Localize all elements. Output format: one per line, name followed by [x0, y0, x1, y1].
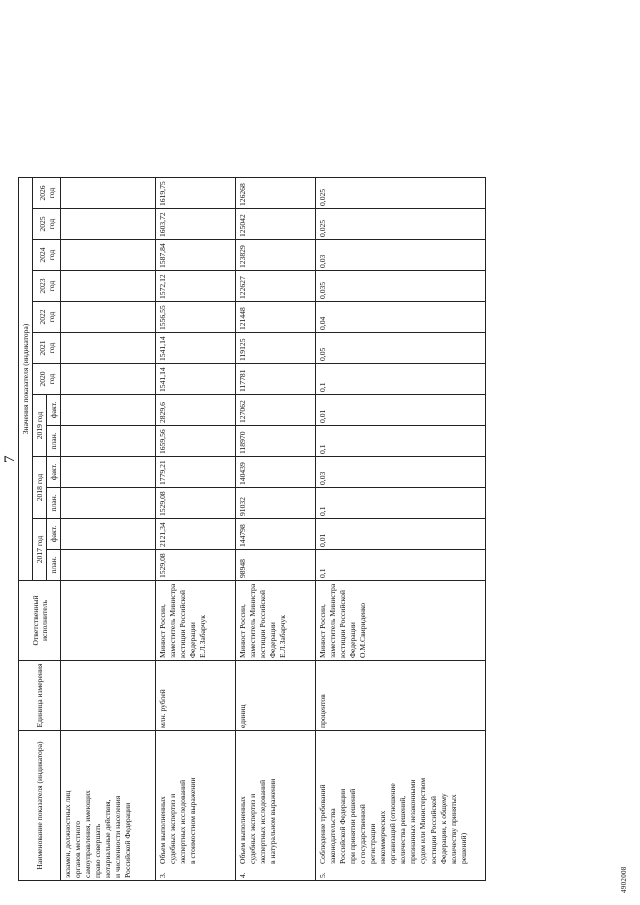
value-cell: 0,05 [316, 333, 486, 364]
header-year-2019: 2019 год [33, 395, 47, 457]
value-cell: 126268 [236, 178, 316, 209]
table-body [61, 178, 486, 881]
indicator-name-line: количеству принятых [448, 794, 458, 864]
value-cell [61, 271, 156, 302]
value-cell: 1556,55 [156, 302, 236, 333]
unit-cell [61, 661, 156, 731]
indicator-name-line: судом или Министерством [418, 777, 428, 864]
value-cell: 0,1 [316, 550, 486, 581]
indicator-name-line: решений) [458, 832, 468, 864]
responsible-line: заместитель Министра [248, 583, 258, 658]
value-cell: 123829 [236, 240, 316, 271]
header-name: Наименование показателя (индикатора) [19, 731, 61, 881]
indicator-name-line: Федерации, к общему [438, 793, 448, 864]
indicator-name-line: признанных незаконными [408, 779, 418, 864]
unit-cell: млн. рублей [156, 661, 236, 731]
row-index: 4. [238, 872, 248, 878]
value-cell: 91032 [236, 488, 316, 519]
responsible-line: юстиции Российской [178, 590, 188, 658]
value-cell [61, 550, 156, 581]
value-cell: 0,1 [316, 426, 486, 457]
indicator-name-cell [236, 731, 316, 881]
header-year-2026: 2026 год [33, 178, 61, 209]
responsible-line: Минюст России, [318, 604, 328, 658]
value-cell: 127062 [236, 395, 316, 426]
indicator-name-line: экзамен, должностных лиц [63, 790, 73, 878]
header-year-2020: 2020 год [33, 364, 61, 395]
value-cell: 1619,75 [156, 178, 236, 209]
value-cell [61, 178, 156, 209]
value-cell: 1779,21 [156, 457, 236, 488]
header-year-2018: 2018 год [33, 457, 47, 519]
value-cell [61, 519, 156, 550]
row-index: 5. [318, 872, 328, 878]
indicator-name-line: количества решений, [398, 795, 408, 864]
header-responsible: Ответственный исполнитель [19, 581, 61, 661]
responsible-line: Федерации [268, 622, 278, 658]
header-fact-2018: факт. [47, 457, 61, 488]
indicator-name-cell [156, 731, 236, 881]
indicator-name-line: экспертных исследований [258, 779, 268, 864]
header-fact-2017: факт. [47, 519, 61, 550]
header-plan-2018: план. [47, 488, 61, 519]
header-year-2025: 2025 год [33, 209, 61, 240]
value-cell: 144798 [236, 519, 316, 550]
value-cell: 0,03 [316, 240, 486, 271]
value-cell [61, 426, 156, 457]
value-cell [61, 457, 156, 488]
value-cell: 98948 [236, 550, 316, 581]
page-number: 7 [2, 455, 18, 463]
value-cell: 1529,08 [156, 550, 236, 581]
responsible-line: Е.Л.Забарчук [278, 615, 288, 658]
indicator-name-line: судебных экспертиз и [248, 793, 258, 864]
value-cell: 0,01 [316, 519, 486, 550]
indicator-name-line: право совершать [93, 823, 103, 878]
value-cell: 2121,34 [156, 519, 236, 550]
value-cell: 1603,72 [156, 209, 236, 240]
value-cell: 0,025 [316, 209, 486, 240]
indicator-name-line: законодательства [328, 808, 338, 864]
header-year-2021: 2021 год [33, 333, 61, 364]
indicator-name-line: Российской Федерации [338, 788, 348, 864]
header-year-2017: 2017 год [33, 519, 47, 581]
value-cell: 0,03 [316, 457, 486, 488]
indicator-name-line: органов местного [73, 820, 83, 878]
value-cell: 117781 [236, 364, 316, 395]
responsible-cell [156, 581, 236, 661]
value-cell [61, 240, 156, 271]
indicator-name-line: регистрации [368, 823, 378, 864]
value-cell: 0,01 [316, 395, 486, 426]
responsible-line: Минюст России, [158, 604, 168, 658]
header-plan-2017: план. [47, 550, 61, 581]
table-row [156, 178, 236, 881]
indicator-name-line: и численности населения [113, 795, 123, 878]
header-year-2023: 2023 год [33, 271, 61, 302]
value-cell: 0,04 [316, 302, 486, 333]
value-cell: 119125 [236, 333, 316, 364]
indicator-name-line: в стоимостном выражении [188, 777, 198, 864]
unit-cell: процентов [316, 661, 486, 731]
indicator-name-line: Объем выполненных [158, 796, 168, 864]
value-cell: 1659,56 [156, 426, 236, 457]
responsible-line: Минюст России, [238, 604, 248, 658]
header-year-2024: 2024 год [33, 240, 61, 271]
responsible-cell [236, 581, 316, 661]
indicator-name-line: Объем выполненных [238, 796, 248, 864]
value-cell [61, 488, 156, 519]
indicator-name-line: в натуральном выражении [268, 778, 278, 864]
unit-cell: единиц [236, 661, 316, 731]
value-cell: 1541,14 [156, 364, 236, 395]
responsible-line: заместитель Министра [168, 583, 178, 658]
value-cell: 121448 [236, 302, 316, 333]
header-values-group: Значения показателя (индикатора) [19, 178, 33, 581]
value-cell: 1541,14 [156, 333, 236, 364]
indicator-name-line: судебных экспертиз и [168, 793, 178, 864]
value-cell: 1587,84 [156, 240, 236, 271]
header-plan-2019: план. [47, 426, 61, 457]
indicator-name-cell [61, 731, 156, 881]
value-cell: 122627 [236, 271, 316, 302]
value-cell: 0,1 [316, 488, 486, 519]
indicator-name-line: о государственной [358, 804, 368, 864]
value-cell [61, 364, 156, 395]
responsible-line: Федерации [348, 622, 358, 658]
table-row [61, 178, 156, 881]
document-id: 4902008 [620, 866, 628, 893]
indicators-table [18, 177, 486, 881]
value-cell: 0,035 [316, 271, 486, 302]
indicator-name-line: юстиции Российской [428, 796, 438, 864]
indicator-name-line: некоммерческих [378, 810, 388, 864]
indicator-name-line: при принятии решений [348, 788, 358, 864]
value-cell: 2829,6 [156, 395, 236, 426]
responsible-cell [316, 581, 486, 661]
responsible-line: заместитель Министра [328, 583, 338, 658]
header-unit: Единица измерения [19, 661, 61, 731]
responsible-line: юстиции Российской [338, 590, 348, 658]
header-fact-2019: факт. [47, 395, 61, 426]
indicator-name-cell [316, 731, 486, 881]
value-cell: 140439 [236, 457, 316, 488]
value-cell [61, 209, 156, 240]
table-row [236, 178, 316, 881]
header-year-2022: 2022 год [33, 302, 61, 333]
value-cell: 0,025 [316, 178, 486, 209]
row-index: 3. [158, 872, 168, 878]
value-cell: 0,1 [316, 364, 486, 395]
value-cell [61, 302, 156, 333]
indicator-name-line: организаций (отношение [388, 783, 398, 864]
responsible-cell [61, 581, 156, 661]
indicator-name-line: нотариальные действия, [103, 799, 113, 878]
indicator-name-line: Соблюдение требований [318, 784, 328, 864]
value-cell [61, 333, 156, 364]
table-row [316, 178, 486, 881]
value-cell: 125042 [236, 209, 316, 240]
responsible-line: юстиции Российской [258, 590, 268, 658]
indicator-name-line: Российской Федерации [123, 802, 133, 878]
indicator-name-line: экспертных исследований [178, 779, 188, 864]
responsible-line: Е.Л.Забарчук [198, 615, 208, 658]
value-cell: 1572,12 [156, 271, 236, 302]
responsible-line: Федерации [188, 622, 198, 658]
responsible-line: О.М.Свириденко [358, 602, 368, 658]
value-cell [61, 395, 156, 426]
indicator-name-line: самоуправления, имеющих [83, 790, 93, 878]
value-cell: 118970 [236, 426, 316, 457]
value-cell: 1529,08 [156, 488, 236, 519]
